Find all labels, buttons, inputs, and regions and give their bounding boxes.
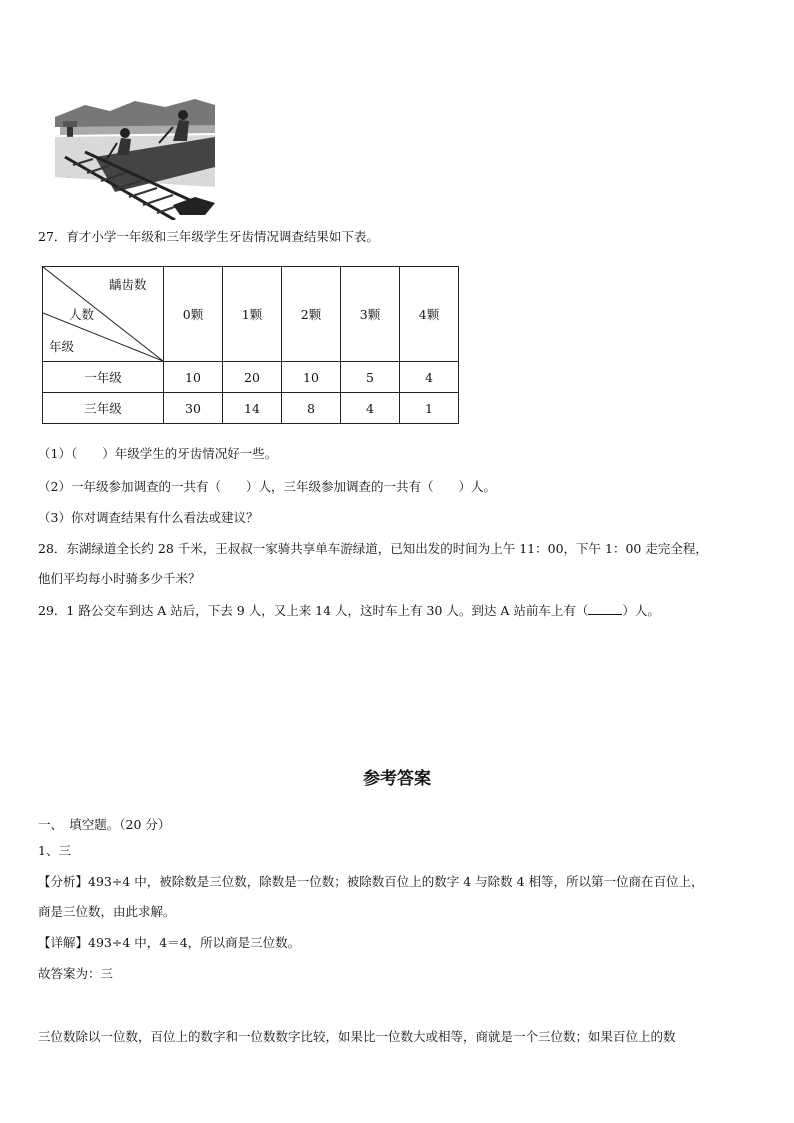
- answer-analysis-cont: 商是三位数，由此求解。: [38, 904, 176, 919]
- header-tooth-decay-count: 龋齿数: [109, 277, 147, 292]
- column-header: 2颗: [282, 267, 341, 362]
- question-29-text: 29．1 路公交车到达 A 站后，下去 9 人，又上来 14 人，这时车上有 30 人。到达 A 站前车上有（: [38, 603, 589, 618]
- answer-blank: [588, 602, 622, 615]
- answer-result: 故答案为：三: [38, 966, 114, 981]
- question-27-part-2: （2）一年级参加调查的一共有（ ）人，三年级参加调查的一共有（ ）人。: [38, 479, 496, 494]
- table-row: [43, 393, 459, 424]
- column-header: 3颗: [341, 267, 400, 362]
- table-cell: 20: [223, 362, 282, 393]
- row-label: 三年级: [43, 393, 164, 424]
- table-cell: 10: [164, 362, 223, 393]
- question-27-part-1: （1）（ ）年级学生的牙齿情况好一些。: [38, 446, 278, 461]
- question-28-line-1: 28．东湖绿道全长约 28 千米，王叔叔一家骑共享单车游绿道，已知出发的时间为上午 11：00，下午 1：00 走完全程，: [38, 541, 708, 556]
- answer-analysis: 【分析】493÷4 中，被除数是三位数，除数是一位数；被除数百位上的数字 4 与除数 4 相等，所以第一位商在百位上，: [38, 874, 704, 889]
- table-cell: 1: [400, 393, 459, 424]
- table-cell: 5: [341, 362, 400, 393]
- header-people-count: 人数: [69, 307, 95, 322]
- answer-1: 1、三: [38, 843, 71, 858]
- question-29: [38, 602, 660, 620]
- table-cell: 8: [282, 393, 341, 424]
- answer-section-heading: 一、 填空题。（20 分）: [38, 817, 171, 832]
- question-29-suffix: ）人。: [622, 603, 660, 618]
- question-27-text: 27．育才小学一年级和三年级学生牙齿情况调查结果如下表。: [38, 229, 379, 244]
- table-cell: 14: [223, 393, 282, 424]
- table-row: [43, 362, 459, 393]
- answer-note: 三位数除以一位数，百位上的数字和一位数数字比较，如果比一位数大或相等，商就是一个三位数；如果百位上的数: [38, 1029, 676, 1044]
- answer-key-title: 参考答案: [363, 769, 431, 789]
- tooth-survey-table: [42, 266, 459, 424]
- header-grade: 年级: [49, 339, 75, 354]
- question-28-line-2: 他们平均每小时骑多少千米？: [38, 571, 201, 586]
- column-header: 4颗: [400, 267, 459, 362]
- railway-illustration: [55, 97, 215, 220]
- table-cell: 10: [282, 362, 341, 393]
- answer-detail: 【详解】493÷4 中，4＝4，所以商是三位数。: [38, 935, 301, 950]
- table-cell: 4: [341, 393, 400, 424]
- column-header: 1颗: [223, 267, 282, 362]
- question-27-part-3: （3）你对调查结果有什么看法或建议？: [38, 510, 259, 525]
- table-diagonal-header-cell: [43, 267, 164, 362]
- row-label: 一年级: [43, 362, 164, 393]
- column-header: 0颗: [164, 267, 223, 362]
- table-cell: 4: [400, 362, 459, 393]
- table-cell: 30: [164, 393, 223, 424]
